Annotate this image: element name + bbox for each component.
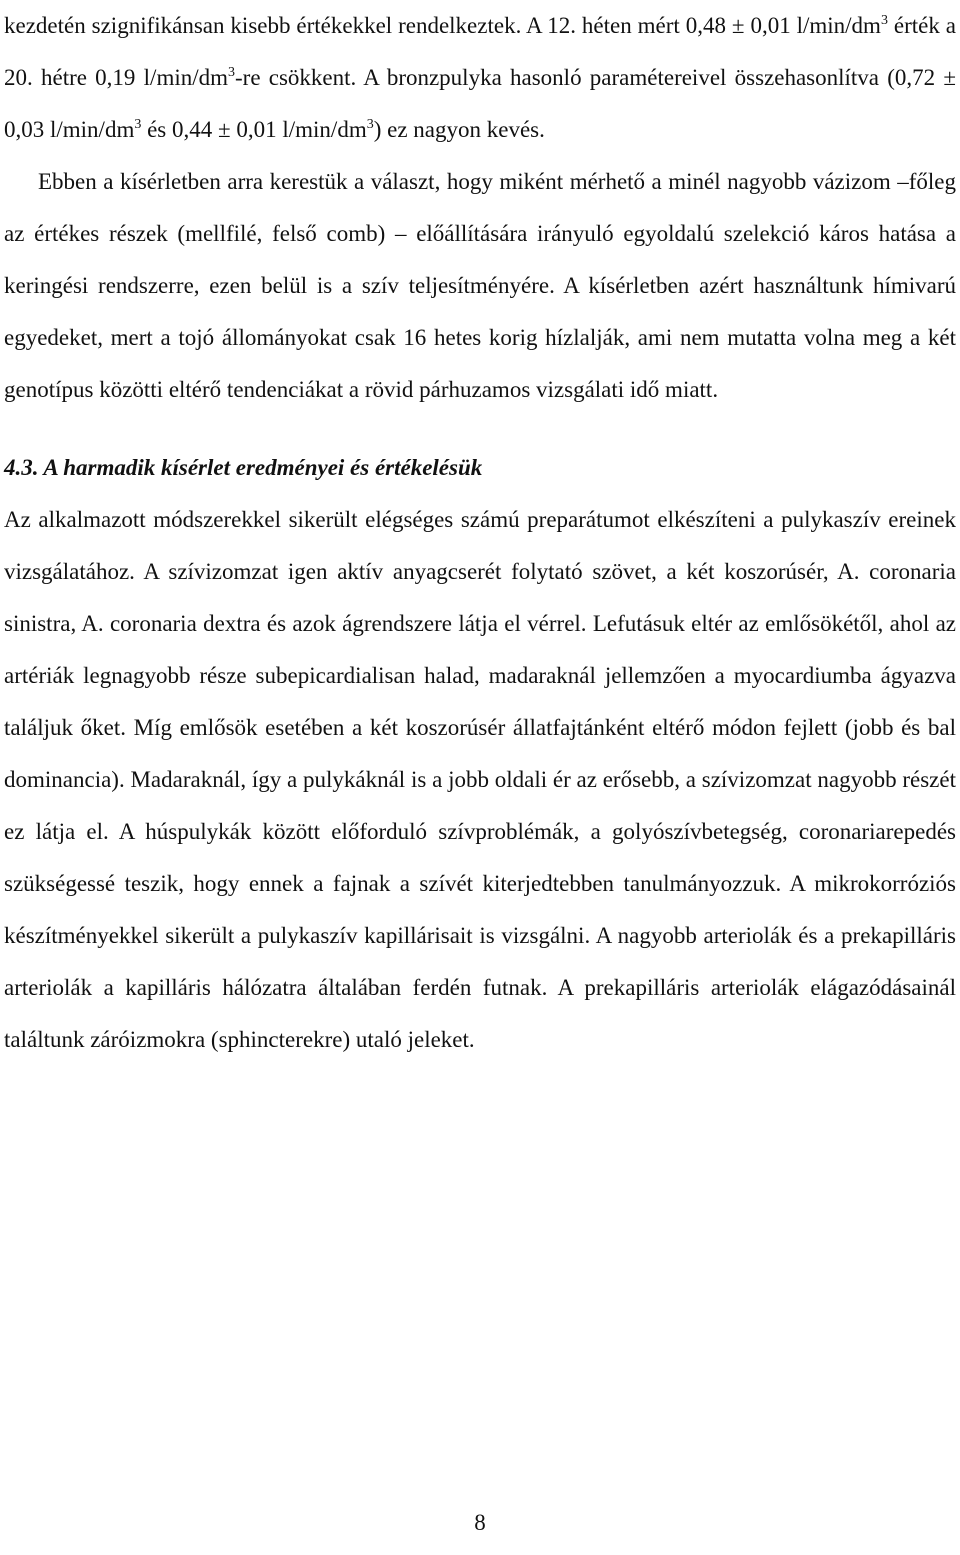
section-heading: 4.3. A harmadik kísérlet eredményei és értékelésük bbox=[4, 455, 483, 480]
text-run: ) ez nagyon kevés. bbox=[373, 117, 545, 142]
paragraph-third-experiment: Az alkalmazott módszerekkel sikerült elégséges számú preparátumot elkészíteni a pulykaszív ereinek vizsgálatához. A szívizomzat igen aktív anyagcserét folytató szövet, a két koszorúsér, A. coronaria sinistra, A. coronaria dextra és azok ágrendszere látja el vérrel. Lefutásuk eltér az emlősökétől, ahol az artériák legnagyobb része subepicardialisan halad, madaraknál jellemzően a myocardiumba ágyazva találjuk őket. Míg emlősök esetében a két koszorúsér állatfajtánként eltérő módon fejlett (jobb és bal dominancia). Madaraknál, így a pulykáknál is a jobb oldali ér az erősebb, a szívizomzat nagyobb részét ez látja el. A húspulykák között előforduló szívproblémák, a golyószívbetegség, coronariarepedés szükségessé teszik, hogy ennek a fajnak a szívét kiterjedtebben tanulmányozzuk. A mikrokorróziós készítményekkel sikerült a pulykaszív kapillárisait is vizsgálni. A nagyobb arteriolák és a prekapilláris arteriolák a kapilláris hálózatra általában ferdén futnak. A prekapilláris arteriolák elágazódásainál találtunk záróizmokra (sphincterekre) utaló jeleket. bbox=[4, 507, 956, 1052]
superscript: 3 bbox=[880, 13, 888, 28]
superscript: 3 bbox=[228, 65, 236, 80]
text-run: kezdetén szignifikánsan kisebb értékekkel rendelkeztek. A 12. héten mért 0,48 ± 0,01 l/min/dm bbox=[4, 13, 881, 38]
document-page bbox=[4, 0, 956, 1066]
paragraph-experiment-aim: Ebben a kísérletben arra kerestük a választ, hogy miként mérhető a minél nagyobb vázizom –főleg az értékes részek (mellfilé, felső comb) – előállítására irányuló egyoldalú szelekció káros hatása a keringési rendszerre, ezen belül is a szív teljesítményére. A kísérletben azért használtunk hímivarú egyedeket, mert a tojó állományokat csak 16 hetes korig hízlalják, ami nem mutatta volna meg a két genotípus közötti eltérő tendenciákat a rövid párhuzamos vizsgálati idő miatt. bbox=[4, 169, 956, 402]
paragraph-results-continued bbox=[4, 0, 956, 156]
text-run: és 0,44 ± 0,01 l/min/dm bbox=[141, 117, 367, 142]
page-number: 8 bbox=[474, 1510, 486, 1535]
superscript: 3 bbox=[366, 117, 374, 132]
superscript: 3 bbox=[134, 117, 142, 132]
text-run: érték a 20. hétre 0,19 l/min/dm bbox=[4, 13, 956, 90]
text-run: -re csökkent. A bronzpulyka hasonló paramétereivel összehasonlítva (0,72 ± 0,03 l/min/dm bbox=[4, 65, 957, 142]
